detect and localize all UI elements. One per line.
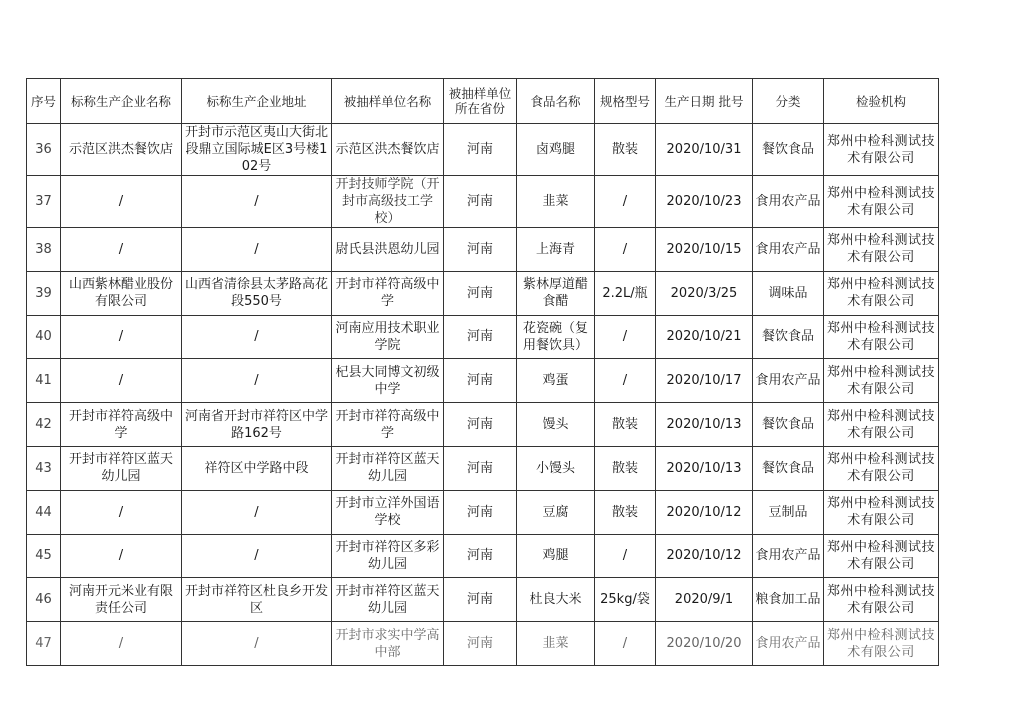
cell-sampled-unit: 开封市祥符区蓝天幼儿园 — [332, 446, 444, 490]
cell-lab: 郑州中检科测试技术有限公司 — [824, 315, 939, 359]
cell-spec: 散装 — [595, 446, 656, 490]
cell-province: 河南 — [444, 271, 517, 315]
cell-date: 2020/10/17 — [656, 359, 753, 403]
cell-no: 40 — [27, 315, 61, 359]
table-row — [27, 315, 939, 359]
cell-no: 46 — [27, 578, 61, 622]
cell-sampled-unit: 开封市祥符区蓝天幼儿园 — [332, 578, 444, 622]
cell-producer: / — [61, 622, 182, 666]
cell-date: 2020/10/20 — [656, 622, 753, 666]
header-no: 序号 — [27, 79, 61, 124]
cell-address: / — [182, 622, 332, 666]
cell-spec: 2.2L/瓶 — [595, 271, 656, 315]
header-producer: 标称生产企业名称 — [61, 79, 182, 124]
cell-date: 2020/10/15 — [656, 228, 753, 272]
cell-date: 2020/10/13 — [656, 446, 753, 490]
table-row — [27, 271, 939, 315]
cell-spec: 散装 — [595, 403, 656, 447]
header-spec: 规格型号 — [595, 79, 656, 124]
cell-producer: 河南开元米业有限责任公司 — [61, 578, 182, 622]
cell-producer: 山西紫林醋业股份有限公司 — [61, 271, 182, 315]
cell-category: 食用农产品 — [753, 359, 824, 403]
cell-date: 2020/10/21 — [656, 315, 753, 359]
cell-province: 河南 — [444, 490, 517, 534]
cell-food: 馒头 — [517, 403, 595, 447]
cell-no: 36 — [27, 124, 61, 176]
cell-category: 调味品 — [753, 271, 824, 315]
cell-producer: / — [61, 490, 182, 534]
cell-province: 河南 — [444, 446, 517, 490]
cell-category: 食用农产品 — [753, 228, 824, 272]
cell-lab: 郑州中检科测试技术有限公司 — [824, 403, 939, 447]
cell-address: 开封市示范区夷山大街北段鼎立国际城E区3号楼102号 — [182, 124, 332, 176]
header-lab: 检验机构 — [824, 79, 939, 124]
cell-address: / — [182, 490, 332, 534]
cell-spec: / — [595, 622, 656, 666]
header-row — [27, 79, 939, 124]
cell-spec: 散装 — [595, 124, 656, 176]
cell-address: / — [182, 534, 332, 578]
cell-date: 2020/9/1 — [656, 578, 753, 622]
cell-category: 豆制品 — [753, 490, 824, 534]
cell-sampled-unit: 开封市求实中学高中部 — [332, 622, 444, 666]
cell-province: 河南 — [444, 359, 517, 403]
cell-sampled-unit: 示范区洪杰餐饮店 — [332, 124, 444, 176]
cell-producer: / — [61, 534, 182, 578]
cell-category: 食用农产品 — [753, 176, 824, 228]
cell-lab: 郑州中检科测试技术有限公司 — [824, 176, 939, 228]
cell-date: 2020/10/12 — [656, 490, 753, 534]
cell-no: 47 — [27, 622, 61, 666]
table-row — [27, 124, 939, 176]
cell-address: / — [182, 228, 332, 272]
cell-province: 河南 — [444, 578, 517, 622]
cell-no: 45 — [27, 534, 61, 578]
cell-producer: / — [61, 176, 182, 228]
cell-sampled-unit: 杞县大同博文初级中学 — [332, 359, 444, 403]
cell-lab: 郑州中检科测试技术有限公司 — [824, 124, 939, 176]
header-date: 生产日期 批号 — [656, 79, 753, 124]
cell-food: 鸡蛋 — [517, 359, 595, 403]
cell-food: 韭菜 — [517, 176, 595, 228]
cell-no: 41 — [27, 359, 61, 403]
cell-province: 河南 — [444, 124, 517, 176]
cell-food: 上海青 — [517, 228, 595, 272]
header-food: 食品名称 — [517, 79, 595, 124]
cell-category: 餐饮食品 — [753, 315, 824, 359]
table-row — [27, 403, 939, 447]
table-row — [27, 490, 939, 534]
cell-no: 38 — [27, 228, 61, 272]
cell-category: 食用农产品 — [753, 534, 824, 578]
table-row — [27, 359, 939, 403]
cell-no: 39 — [27, 271, 61, 315]
cell-sampled-unit: 开封市祥符高级中学 — [332, 403, 444, 447]
table-row — [27, 534, 939, 578]
cell-category: 餐饮食品 — [753, 403, 824, 447]
cell-lab: 郑州中检科测试技术有限公司 — [824, 446, 939, 490]
cell-address: 山西省清徐县太茅路高花段550号 — [182, 271, 332, 315]
cell-food: 紫林厚道醋食醋 — [517, 271, 595, 315]
cell-producer: 开封市祥符高级中学 — [61, 403, 182, 447]
table-row — [27, 446, 939, 490]
cell-lab: 郑州中检科测试技术有限公司 — [824, 490, 939, 534]
cell-lab: 郑州中检科测试技术有限公司 — [824, 622, 939, 666]
cell-lab: 郑州中检科测试技术有限公司 — [824, 534, 939, 578]
cell-spec: 散装 — [595, 490, 656, 534]
cell-address: / — [182, 176, 332, 228]
cell-lab: 郑州中检科测试技术有限公司 — [824, 578, 939, 622]
cell-food: 鸡腿 — [517, 534, 595, 578]
table-row — [27, 228, 939, 272]
cell-date: 2020/10/12 — [656, 534, 753, 578]
cell-province: 河南 — [444, 534, 517, 578]
cell-address: / — [182, 359, 332, 403]
header-province: 被抽样单位所在省份 — [444, 79, 517, 124]
cell-sampled-unit: 尉氏县洪恩幼儿园 — [332, 228, 444, 272]
cell-food: 杜良大米 — [517, 578, 595, 622]
cell-category: 餐饮食品 — [753, 446, 824, 490]
header-sampled-unit: 被抽样单位名称 — [332, 79, 444, 124]
cell-producer: / — [61, 228, 182, 272]
cell-no: 44 — [27, 490, 61, 534]
cell-food: 韭菜 — [517, 622, 595, 666]
table-row — [27, 578, 939, 622]
cell-date: 2020/10/31 — [656, 124, 753, 176]
cell-sampled-unit: 开封市祥符高级中学 — [332, 271, 444, 315]
cell-province: 河南 — [444, 403, 517, 447]
header-address: 标称生产企业地址 — [182, 79, 332, 124]
cell-food: 卤鸡腿 — [517, 124, 595, 176]
cell-sampled-unit: 开封市立洋外国语学校 — [332, 490, 444, 534]
cell-no: 37 — [27, 176, 61, 228]
cell-no: 42 — [27, 403, 61, 447]
cell-address: 河南省开封市祥符区中学路162号 — [182, 403, 332, 447]
cell-producer: 开封市祥符区蓝天幼儿园 — [61, 446, 182, 490]
cell-sampled-unit: 河南应用技术职业学院 — [332, 315, 444, 359]
cell-address: / — [182, 315, 332, 359]
cell-lab: 郑州中检科测试技术有限公司 — [824, 228, 939, 272]
inspection-table — [26, 78, 939, 666]
cell-address: 开封市祥符区杜良乡开发区 — [182, 578, 332, 622]
table-row — [27, 622, 939, 666]
cell-producer: / — [61, 359, 182, 403]
cell-date: 2020/3/25 — [656, 271, 753, 315]
cell-spec: / — [595, 359, 656, 403]
table-row — [27, 176, 939, 228]
cell-lab: 郑州中检科测试技术有限公司 — [824, 271, 939, 315]
cell-spec: / — [595, 228, 656, 272]
cell-address: 祥符区中学路中段 — [182, 446, 332, 490]
cell-producer: / — [61, 315, 182, 359]
cell-category: 餐饮食品 — [753, 124, 824, 176]
cell-producer: 示范区洪杰餐饮店 — [61, 124, 182, 176]
cell-food: 小馒头 — [517, 446, 595, 490]
cell-food: 豆腐 — [517, 490, 595, 534]
cell-category: 粮食加工品 — [753, 578, 824, 622]
cell-sampled-unit: 开封技师学院（开封市高级技工学校） — [332, 176, 444, 228]
cell-lab: 郑州中检科测试技术有限公司 — [824, 359, 939, 403]
cell-no: 43 — [27, 446, 61, 490]
cell-province: 河南 — [444, 622, 517, 666]
cell-spec: / — [595, 315, 656, 359]
cell-date: 2020/10/23 — [656, 176, 753, 228]
header-category: 分类 — [753, 79, 824, 124]
cell-province: 河南 — [444, 228, 517, 272]
cell-province: 河南 — [444, 315, 517, 359]
cell-spec: / — [595, 176, 656, 228]
cell-spec: 25kg/袋 — [595, 578, 656, 622]
cell-food: 花瓷碗（复用餐饮具） — [517, 315, 595, 359]
cell-province: 河南 — [444, 176, 517, 228]
cell-sampled-unit: 开封市祥符区多彩幼儿园 — [332, 534, 444, 578]
cell-category: 食用农产品 — [753, 622, 824, 666]
cell-spec: / — [595, 534, 656, 578]
cell-date: 2020/10/13 — [656, 403, 753, 447]
